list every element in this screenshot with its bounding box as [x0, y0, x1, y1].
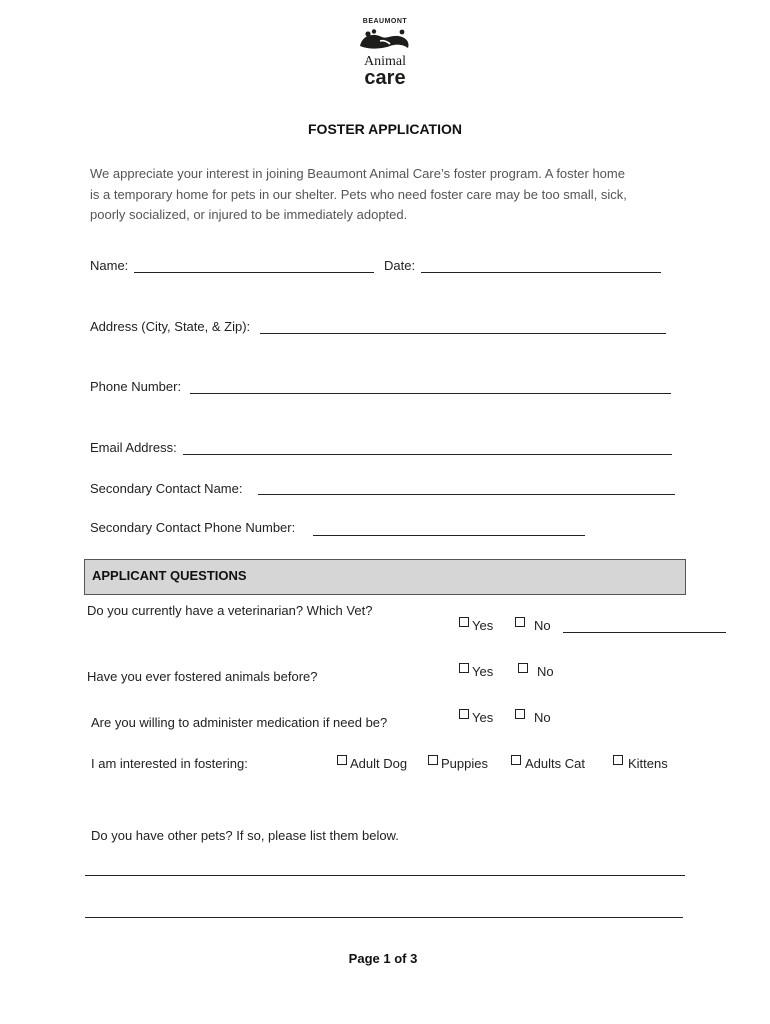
date-field[interactable] — [421, 272, 661, 273]
address-label: Address (City, State, & Zip): — [90, 319, 251, 334]
page-title: FOSTER APPLICATION — [308, 121, 462, 137]
question-fostered-before: Have you ever fostered animals before? — [87, 669, 318, 684]
adult-dog-checkbox[interactable] — [337, 755, 347, 765]
medication-yes-checkbox[interactable] — [459, 709, 469, 719]
intro-line: poorly socialized, or injured to be immediately adopted. — [90, 207, 408, 222]
phone-field[interactable] — [190, 393, 671, 394]
puppies-checkbox[interactable] — [428, 755, 438, 765]
other-pets-line-2[interactable] — [85, 917, 683, 918]
adults-cat-checkbox[interactable] — [511, 755, 521, 765]
section-header-label: APPLICANT QUESTIONS — [92, 568, 247, 583]
secondary-contact-phone-field[interactable] — [313, 535, 585, 536]
vet-yes-checkbox[interactable] — [459, 617, 469, 627]
name-field[interactable] — [134, 272, 374, 273]
vet-no-label: No — [534, 618, 551, 633]
fostered-yes-label: Yes — [472, 664, 494, 679]
fostered-no-checkbox[interactable] — [518, 663, 528, 673]
intro-line: is a temporary home for pets in our shelter. Pets who need foster care may be too small, sick, — [90, 186, 627, 202]
logo-brand-top: BEAUMONT — [362, 18, 408, 25]
date-label: Date: — [384, 258, 416, 273]
secondary-contact-name-field[interactable] — [258, 494, 675, 495]
medication-no-checkbox[interactable] — [515, 709, 525, 719]
question-medication: Are you willing to administer medication if need be? — [91, 715, 388, 730]
paw-hand-icon — [356, 28, 416, 54]
adult-dog-label: Adult Dog — [350, 756, 408, 771]
question-other-pets: Do you have other pets? If so, please list them below. — [91, 828, 399, 843]
question-veterinarian: Do you currently have a veterinarian? Which Vet? — [87, 603, 373, 618]
fostered-no-label: No — [537, 664, 554, 679]
vet-name-field[interactable] — [563, 632, 726, 633]
other-pets-line-1[interactable] — [85, 875, 685, 876]
adults-cat-label: Adults Cat — [525, 756, 585, 771]
vet-no-checkbox[interactable] — [515, 617, 525, 627]
intro-paragraph — [90, 164, 700, 226]
name-label: Name: — [90, 258, 129, 273]
logo-brand-mid: Animal — [364, 54, 406, 69]
email-label: Email Address: — [90, 440, 177, 455]
kittens-checkbox[interactable] — [613, 755, 623, 765]
phone-label: Phone Number: — [90, 379, 182, 394]
fostered-yes-checkbox[interactable] — [459, 663, 469, 673]
logo-brand-bottom: care — [364, 67, 406, 89]
vet-yes-label: Yes — [472, 618, 494, 633]
kittens-label: Kittens — [628, 756, 668, 771]
medication-no-label: No — [534, 710, 551, 725]
intro-line: We appreciate your interest in joining Beaumont Animal Care’s foster program. A foster home — [90, 166, 625, 181]
address-field[interactable] — [260, 333, 666, 334]
medication-yes-label: Yes — [472, 710, 494, 725]
puppies-label: Puppies — [441, 756, 488, 771]
secondary-contact-phone-label: Secondary Contact Phone Number: — [90, 520, 296, 535]
email-field[interactable] — [183, 454, 672, 455]
section-header — [84, 559, 686, 595]
question-fostering-interest: I am interested in fostering: — [91, 756, 248, 771]
page-number: Page 1 of 3 — [348, 951, 418, 966]
secondary-contact-name-label: Secondary Contact Name: — [90, 481, 243, 496]
logo — [340, 18, 430, 90]
